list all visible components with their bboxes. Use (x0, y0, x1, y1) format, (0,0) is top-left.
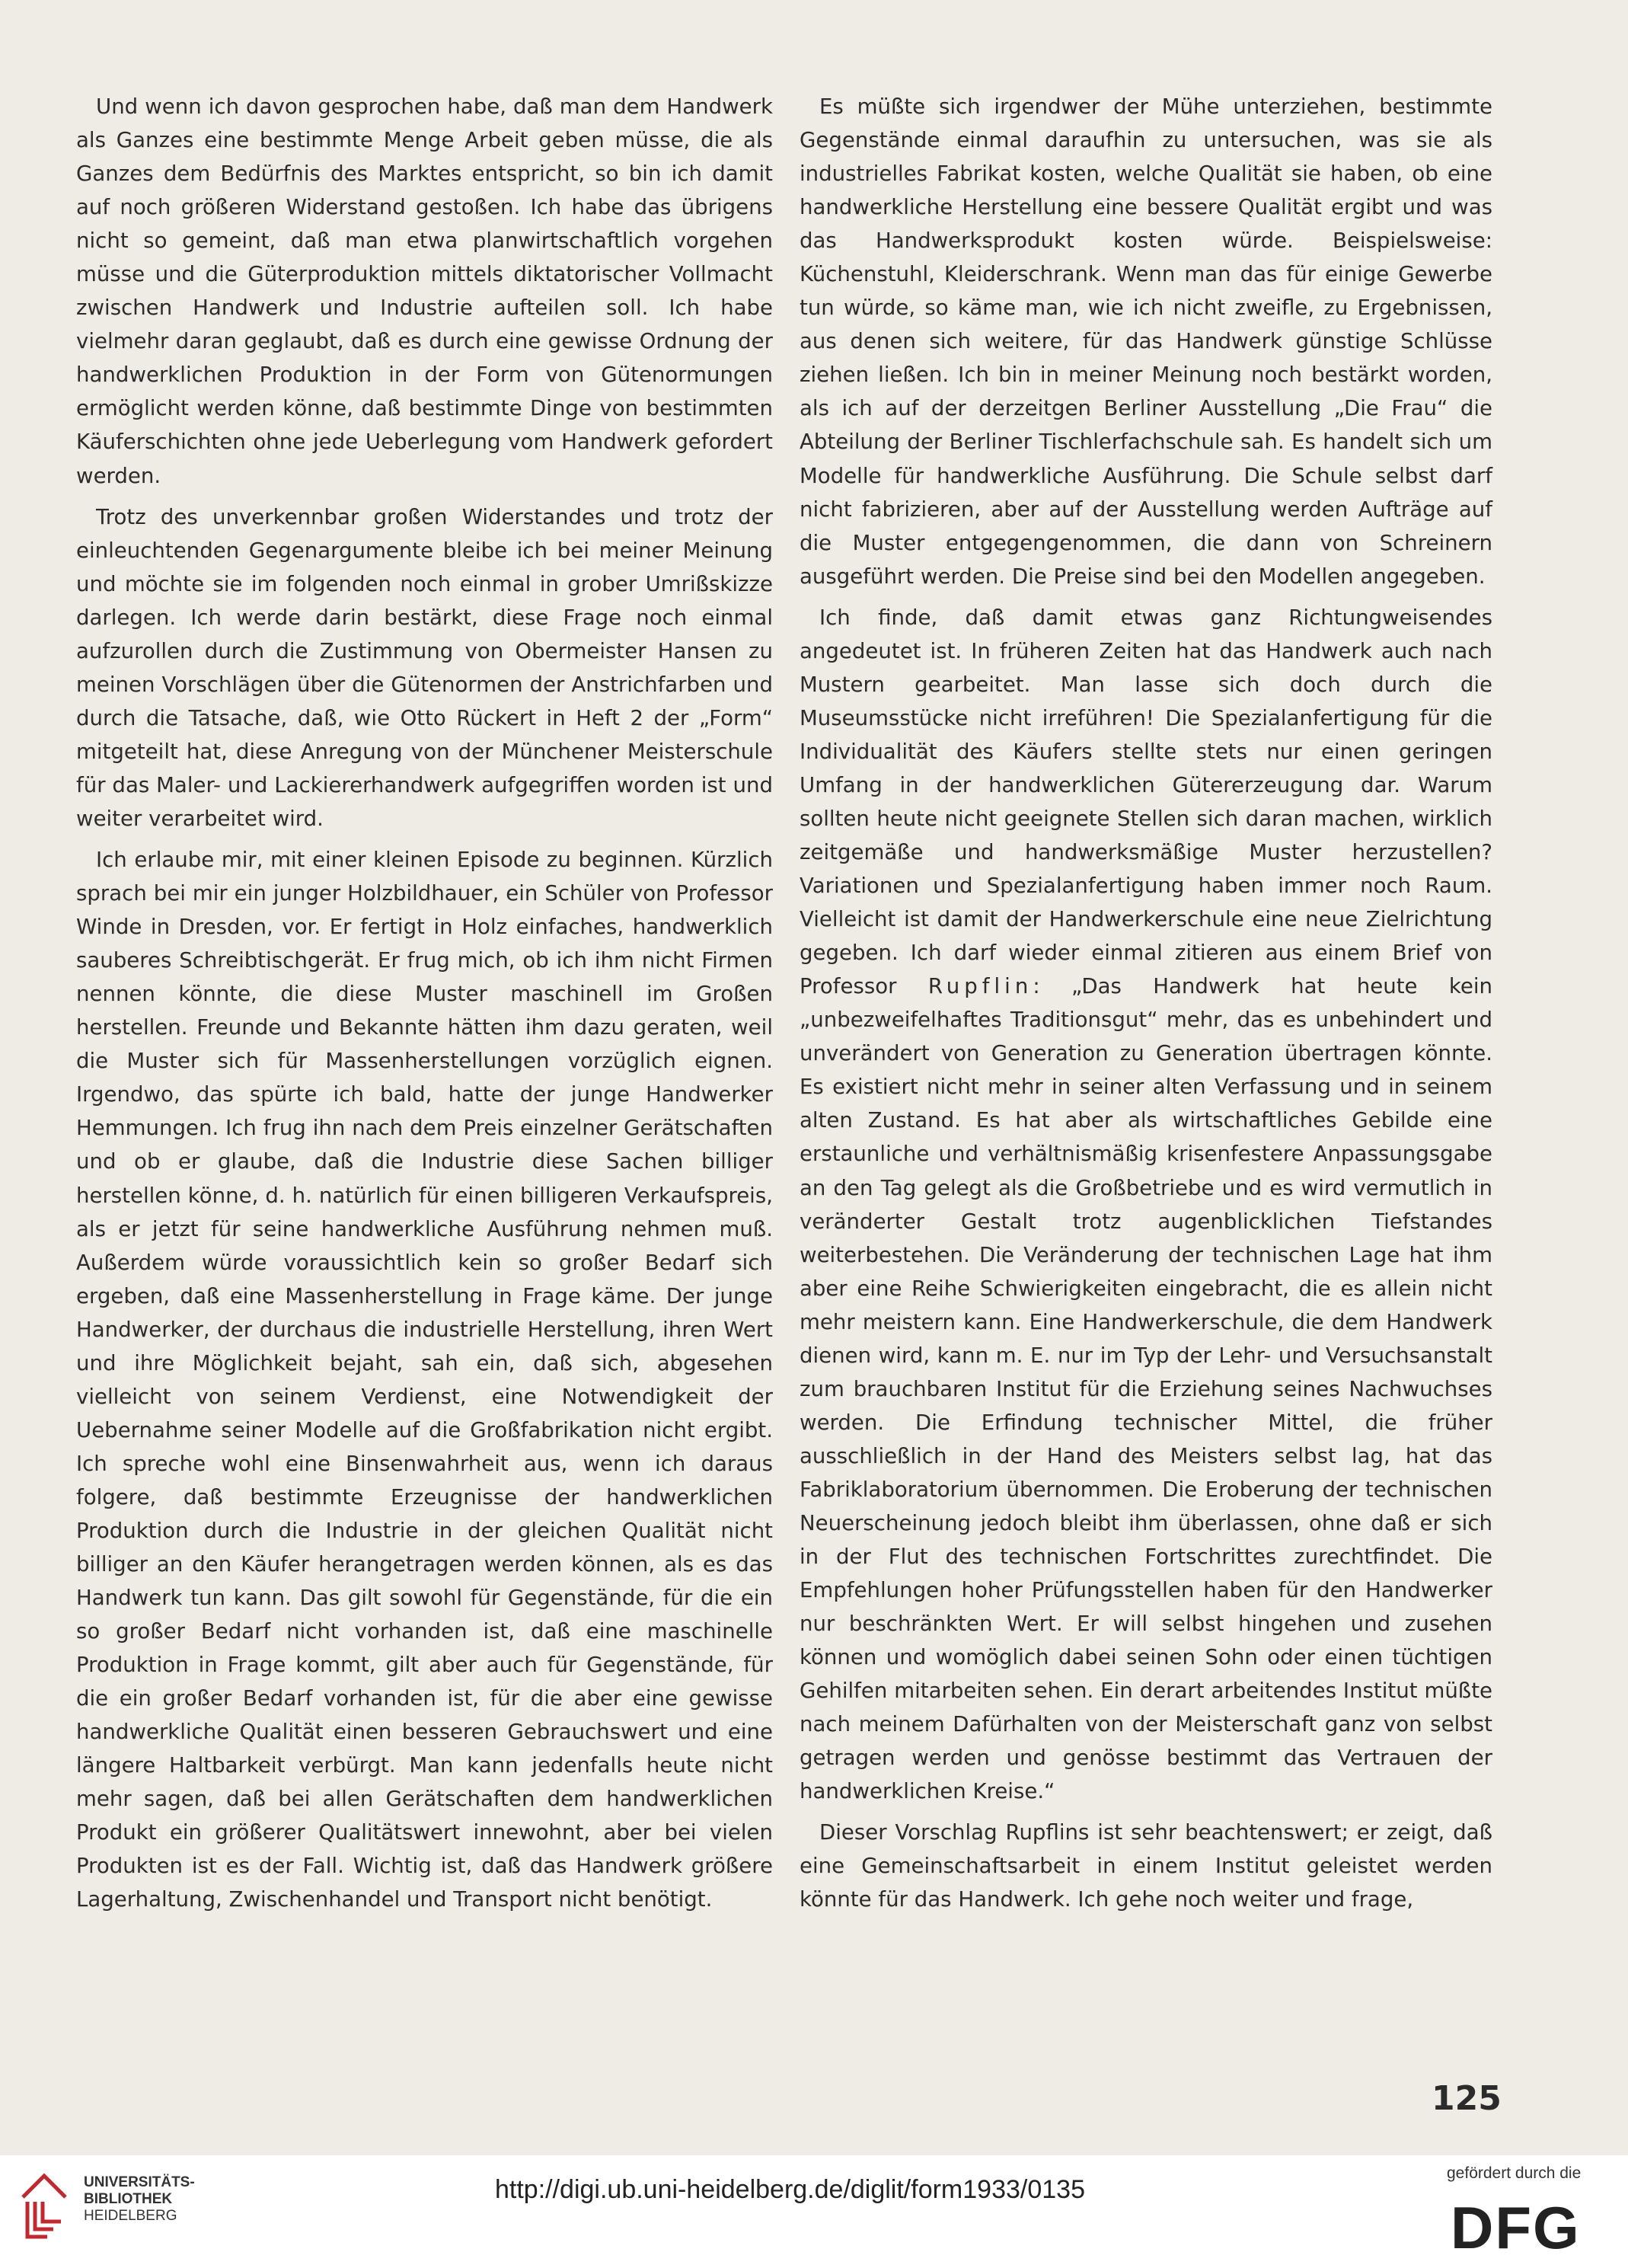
paragraph-text: : „Das Handwerk hat heute kein „unbezweifelhaftes Traditionsgut“ mehr, das es unbehindert und unverändert von Generation zu Generation übertragen könnte. Es existiert nicht mehr in seiner alten Verfassung und in seinem alten Zustand. Es hat aber als wirtschaftliches Gebilde eine erstaunliche und verhältnismäßig krisenfestere Anpassungsgabe an den Tag gelegt als die Großbetriebe und es wird vermutlich in veränderter Gestalt trotz augenblicklichen Tiefstandes weiterbestehen. Die Veränderung der technischen Lage hat ihm aber eine Reihe Schwierigkeiten eingebracht, die es allein nicht mehr meistern kann. Eine Handwerkerschule, die dem Handwerk dienen wird, kann m. E. nur im Typ der Lehr- und Versuchsanstalt zum brauchbaren Institut für die Erziehung seines Nachwuchses werden. Die Erfindung technischer Mittel, die früher ausschließlich in der Hand des Meisters selbst lag, hat das Fabriklaboratorium übernommen. Die Eroberung der technischen Neuerscheinung jedoch bleibt ihm überlassen, ohne daß er sich in der Flut des technischen Fortschrittes zurechtfindet. Die Empfehlungen hoher Prüfungsstellen haben für den Handwerker nur beschränkten Wert. Er will selbst hingehen und zusehen können und womöglich dabei seinen Sohn oder einen tüchtigen Gehilfen mitarbeiten sehen. Ein derart arbeitendes Institut müßte nach meinem Dafürhalten von der Meisterschaft ganz von selbst getragen werden und genösse bestimmt das Vertrauen der handwerklichen Kreise.“ (800, 973, 1492, 1804)
viewer-footer (0, 2155, 1628, 2268)
dfg-logo[interactable]: DFG (1451, 2194, 1581, 2261)
funding-caption: gefördert durch die (1447, 2164, 1582, 2182)
page-number: 125 (1432, 2079, 1502, 2118)
author-name-spaced: Rupflin (927, 973, 1033, 999)
paragraph: Trotz des unverkennbar großen Widerstandes und trotz der einleuchtenden Gegenargumente bleibe ich bei meiner Meinung und möchte sie im folgenden noch einmal in grober Umrißskizze darlegen. Ich werde darin bestärkt, diese Frage noch einmal aufzurollen durch die Zustimmung von Obermeister Hansen zu meinen Vorschlägen über die Gütenormen der Anstrichfarben und durch die Tatsache, daß, wie Otto Rückert in Heft 2 der „Form“ mitgeteilt hat, diese Anregung von der Münchener Meisterschule für das Maler- und Lackiererhandwerk aufgegriffen worden ist und weiter verarbeitet wird. (76, 503, 773, 831)
paragraph: Und wenn ich davon gesprochen habe, daß man dem Handwerk als Ganzes eine bestimmte Menge Arbeit geben müsse, die als Ganzes dem Bedürfnis des Marktes entspricht, so bin ich damit auf noch größeren Widerstand gestoßen. Ich habe das übrigens nicht so gemeint, daß man etwa planwirtschaftlich vorgehen müsse und die Güterproduktion mittels diktatorischer Vollmacht zwischen Handwerk und Industrie aufteilen soll. Ich habe vielmehr daran geglaubt, daß es durch eine gewisse Ordnung der handwerklichen Produktion in der Form von Gütenormungen ermöglicht werden könne, daß bestimmte Dinge von bestimmten Käuferschichten ohne jede Ueberlegung vom Handwerk gefordert werden. (76, 94, 773, 488)
library-name-line: HEIDELBERG (84, 2208, 177, 2224)
paragraph: Ich erlaube mir, mit einer kleinen Episode zu beginnen. Kürzlich sprach bei mir ein junger Holzbildhauer, ein Schüler von Professor Winde in Dresden, vor. Er fertigt in Holz einfaches, handwerklich sauberes Schreibtischgerät. Er frug mich, ob ich ihm nicht Firmen nennen könnte, die diese Muster maschinell im Großen herstellen. Freunde und Bekannte hätten ihm dazu geraten, weil die Muster sich für Massenherstellungen vorzüglich eignen. Irgendwo, das spürte ich bald, hatte der junge Handwerker Hemmungen. Ich frug ihn nach dem Preis einzelner Gerätschaften und ob er glaube, daß die Industrie diese Sachen billiger herstellen könne, d. h. natürlich für einen billigeren Verkaufspreis, als er jetzt für seine handwerkliche Ausführung nehmen muß. Außerdem würde voraussichtlich kein so großer Bedarf sich ergeben, daß eine Massenherstellung in Frage käme. Der junge Handwerker, der durchaus die industrielle Herstellung, ihren Wert und ihre Möglichkeit bejaht, sah ein, daß sich, abgesehen vielleicht von seinem Verdienst, eine Notwendigkeit der Uebernahme seiner Modelle auf die Großfabrikation nicht ergibt. Ich spreche wohl eine Binsenwahrheit aus, wenn ich daraus folgere, daß bestimmte Erzeugnisse der handwerklichen Produktion durch die Industrie in der gleichen Qualität nicht billiger an den Käufer herangetragen werden können, als es das Handwerk tun kann. Das gilt sowohl für Gegenstände, für die ein so großer Bedarf nicht vorhanden ist, daß eine maschinelle Produktion in Frage kommt, gilt aber auch für Gegenstände, für die ein großer Bedarf vorhanden ist, für die aber eine gewisse handwerkliche Qualität einen besseren Gebrauchswert und eine längere Haltbarkeit verbürgt. Man kann jedenfalls heute nicht mehr sagen, daß bei allen Gerätschaften dem handwerklichen Produkt ein größerer Qualitätswert innewohnt, aber bei vielen Produkten ist es der Fall. Wichtig ist, daß das Handwerk größere Lagerhaltung, Zwischenhandel und Transport nicht benötigt. (76, 847, 773, 1912)
university-library-logo-icon (17, 2167, 70, 2243)
left-text-column (76, 90, 773, 1917)
right-text-column (800, 90, 1492, 1917)
library-name-line: UNIVERSITÄTS- (84, 2174, 195, 2190)
paragraph: Es müßte sich irgendwer der Mühe unterziehen, bestimmte Gegenstände einmal daraufhin zu untersuchen, was sie als industrielles Fabrikat kosten, welche Qualität sie haben, ob eine handwerkliche Herstellung eine bessere Qualität ergibt und was das Handwerksprodukt kosten würde. Beispielsweise: Küchenstuhl, Kleiderschrank. Wenn man das für einige Gewerbe tun würde, so käme man, wie ich nicht zweifle, zu Ergebnissen, aus denen sich weitere, für das Handwerk günstige Schlüsse ziehen ließen. Ich bin in meiner Meinung noch bestärkt worden, als ich auf der derzeitgen Berliner Ausstellung „Die Frau“ die Abteilung der Berliner Tischlerfachschule sah. Es handelt sich um Modelle für handwerkliche Ausführung. Die Schule selbst darf nicht fabrizieren, aber auf der Ausstellung werden Aufträge auf die Muster entgegengenommen, die dann von Schreinern ausgeführt werden. Die Preise sind bei den Modellen angegeben. (800, 94, 1492, 589)
library-name[interactable] (84, 2174, 195, 2225)
paragraph-text: Ich finde, daß damit etwas ganz Richtungweisendes angedeutet ist. In früheren Zeiten hat das Handwerk auch nach Mustern gearbeitet. Man lasse sich doch durch die Museumsstücke nicht irreführen! Die Spezialanfertigung für die Individualität des Käufers stellte stets nur einen geringen Umfang in der handwerklichen Gütererzeugung dar. Warum sollten heute nicht geeignete Stellen sich daran machen, wirklich zeitgemäße und handwerksmäßige Muster herzustellen? Variationen und Spezialanfertigung haben immer noch Raum. Vielleicht ist damit der Handwerkerschule eine neue Zielrichtung gegeben. Ich darf wieder einmal zitieren aus einem Brief von Professor (800, 604, 1492, 999)
library-name-line: BIBLIOTHEK (84, 2191, 173, 2207)
permalink-url[interactable]: http://digi.ub.uni-heidelberg.de/diglit/form1933/0135 (495, 2175, 1085, 2204)
paragraph-with-quote (800, 601, 1492, 1809)
paragraph: Dieser Vorschlag Rupflins ist sehr beachtenswert; er zeigt, daß eine Gemeinschaftsarbeit in einem Institut geleistet werden könnte für das Handwerk. Ich gehe noch weiter und frage, (800, 1819, 1492, 1912)
